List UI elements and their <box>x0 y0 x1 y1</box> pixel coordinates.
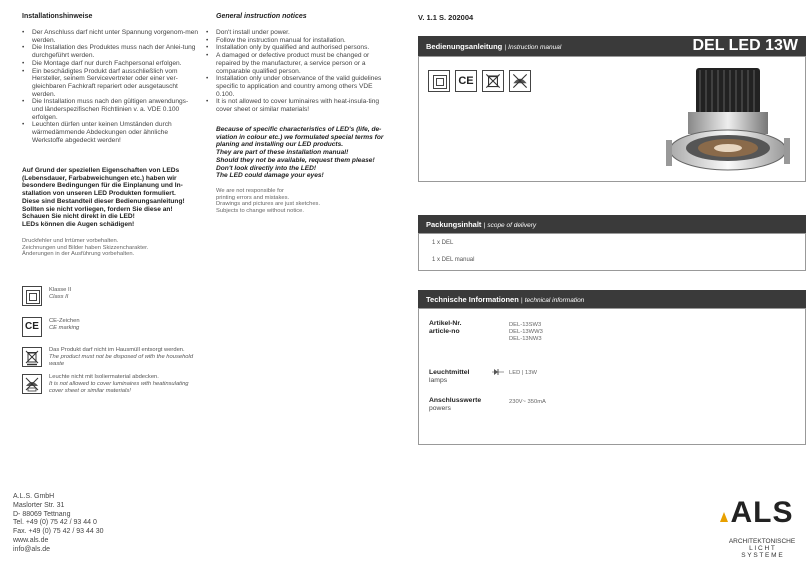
tech-bar-sep: | <box>520 297 523 304</box>
warning-line-en: viation in colour etc.) we formulated special terms for <box>216 133 384 141</box>
address-line: info@als.de <box>13 545 51 553</box>
delivery-item: 1 x DEL manual <box>432 257 475 263</box>
bullet-item-de: • Ein beschädigtes Produkt darf ausschließlich vom Hersteller, seinem Servicevertreter oder einer ver-gleichbaren Fachkraft repariert oder ausgetauscht werden. <box>22 68 200 99</box>
warning-de <box>22 167 202 229</box>
als-logo <box>722 498 802 559</box>
warning-line-de: Auf Grund der speziellen Eigenschaften von LEDs <box>22 167 180 174</box>
disclaimer-line-de: Druckfehler und Irrtümer vorbehalten. <box>22 238 119 244</box>
logo-line1: ARCHITEKTONISCHE <box>728 538 796 545</box>
delivery-item: 1 x DEL <box>432 240 454 246</box>
article-value: DEL-13NW3 <box>509 336 542 342</box>
logo-mark: ALS <box>730 496 794 529</box>
tech-bar <box>418 290 806 308</box>
ce-marking-icon: CE <box>455 70 477 92</box>
product-image <box>660 60 800 178</box>
conn-value: 230V~ 350mA <box>509 399 546 405</box>
tech-bar-de: Technische Informationen <box>426 295 519 304</box>
logo-triangle-icon <box>720 512 728 522</box>
no-insulation-cover-icon <box>22 374 42 394</box>
warning-line-de: Schauen Sie nicht direkt in die LED! <box>22 213 135 221</box>
warning-line-en: The LED could damage your eyes! <box>216 172 324 180</box>
lamp-label-de: Leuchtmittel <box>429 369 470 376</box>
symbol-text-bin: Das Produkt darf nicht im Hausmüll entsorgt werden. The product must not be disposed of with the household waste <box>49 347 194 367</box>
article-value: DEL-13SW3 <box>509 322 542 328</box>
warning-line-de: LEDs können die Augen schädigen! <box>22 220 135 228</box>
bullet-item-de: • Die Installation des Produktes muss nach der Anlei-tung durchgeführt werden. <box>22 44 200 59</box>
manual-bar-en: Instruction manual <box>508 44 562 51</box>
disclaimer-line-en: Drawings and pictures are just sketches. <box>216 201 321 208</box>
delivery-bar <box>418 215 806 233</box>
delivery-panel <box>418 233 806 271</box>
article-label-en: article-no <box>429 328 460 335</box>
heading-en: General instruction notices <box>216 13 307 20</box>
address-line: www.als.de <box>13 536 49 544</box>
bullet-item-de: • Der Anschluss darf nicht unter Spannung vorgenom-men werden. <box>22 29 200 44</box>
address-line: D- 88069 Tettnang <box>13 510 71 518</box>
bullet-item-de: • Leuchten dürfen unter keinen Umständen durch wärmedämmende Abdeckungen oder ähnliche Werkstoffe abgedeckt werden! <box>22 121 200 144</box>
bullet-item-en: • It is not allowed to cover luminaires with heat-insula-ting cover sheet or similar materials! <box>206 98 390 113</box>
bullet-item-en: • Follow the instruction manual for installation. <box>206 37 390 45</box>
crossed-bin-icon <box>482 70 504 92</box>
warning-line-en: They are part of these installation manual! <box>216 149 349 157</box>
disclaimer-line-de: Zeichnungen und Bilder haben Skizzencharakter. <box>22 244 149 251</box>
heading-de: Installationshinweise <box>22 13 93 20</box>
bullet-item-de: • Die Montage darf nur durch Fachpersonal erfolgen. <box>22 60 200 68</box>
bullet-item-en: • Installation only by qualified and authorised persons. <box>206 44 390 52</box>
crossed-bin-icon <box>22 347 42 367</box>
bullets-de-list <box>22 29 200 145</box>
manual-bar <box>418 36 806 56</box>
lamp-label-en: lamps <box>429 377 448 384</box>
address-line: Tel. +49 (0) 75 42 / 93 44 0 <box>13 519 97 527</box>
bullet-item-en: • Installation only under observance of the valid guidelines specific to application and country among others VDE 0.100. <box>206 75 390 98</box>
warning-en <box>216 126 396 180</box>
no-insulation-cover-icon <box>509 70 531 92</box>
disclaimer-de <box>22 238 202 258</box>
conn-label-en: powers <box>429 405 451 412</box>
warning-line-de: Sollten sie nicht vorliegen, fordern Sie diese an! <box>22 205 173 213</box>
bullet-item-en: • A damaged or defective product must be changed or repaired by the manufacturer, a service person or a comparable qualified person. <box>206 52 390 75</box>
address-block <box>13 493 103 555</box>
warning-line-en: Should they not be available, request them please! <box>216 156 375 164</box>
bullet-item-de: • Die Installation muss nach den gültigen anwendungs- und länderspezifischen Richtlinien v. a. VDE 0.100 erfolgen. <box>22 98 200 121</box>
led-icon <box>492 368 504 376</box>
symbol-text-insulation: Leuchte nicht mit Isoliermaterial abdecken. It is not allowed to cover luminaires with heatinsulating cover sheet or similar materials! <box>49 374 189 394</box>
warning-line-en: Don't look directly into the LED! <box>216 164 317 172</box>
warning-line-en: Because of specific characteristics of LED's (life, de- <box>216 126 382 133</box>
product-title: DEL LED 13W <box>692 37 798 54</box>
conn-label-de: Anschlusswerte <box>429 397 482 404</box>
article-value: DEL-13WW3 <box>509 329 543 335</box>
disclaimer-en <box>216 188 396 214</box>
bullet-item-en: • Don't install under power. <box>206 29 390 37</box>
tech-panel <box>418 308 806 445</box>
ce-marking-icon: CE <box>22 317 42 337</box>
logo-line3: S Y S T E M E <box>741 552 783 559</box>
delivery-bar-sep: | <box>483 222 486 229</box>
delivery-bar-en: scope of delivery <box>487 222 537 229</box>
warning-line-de: stallation von unseren LED Produkten formuliert. <box>22 190 176 198</box>
tech-bar-en: technical information <box>524 297 585 304</box>
disclaimer-line-en: printing errors and mistakes. <box>216 194 290 201</box>
disclaimer-line-en: We are not responsible for <box>216 188 284 194</box>
disclaimer-line-de: Änderungen in der Ausführung vorbehalten. <box>22 251 135 258</box>
bullets-en-list <box>206 29 390 114</box>
lamp-value: LED | 13W <box>509 370 537 376</box>
address-line: A.L.S. GmbH <box>13 493 55 500</box>
warning-line-en: planing and installing our LED products. <box>216 141 344 149</box>
address-line: Fax. +49 (0) 75 42 / 93 44 30 <box>13 528 104 536</box>
manual-bar-de: Bedienungsanleitung <box>426 42 503 51</box>
delivery-bar-de: Packungsinhalt <box>426 220 482 229</box>
logo-line2: L I C H T <box>749 545 775 552</box>
manual-bar-sep: | <box>504 44 507 51</box>
class-ii-icon <box>22 286 42 306</box>
article-label-de: Artikel-Nr. <box>429 320 462 327</box>
warning-line-de: besondere Bedingungen für die Einplanung und In- <box>22 182 183 190</box>
symbol-text-ce: CE-Zeichen CE marking <box>49 318 80 331</box>
address-line: Maslorter Str. 31 <box>13 501 65 509</box>
symbol-text-class-ii: Klasse II Class II <box>49 287 72 300</box>
version-label: V. 1.1 S. 202004 <box>418 13 474 22</box>
class-ii-icon <box>428 70 450 92</box>
warning-line-de: (Lebensdauer, Farbabweichungen etc.) haben wir <box>22 174 177 182</box>
warning-line-de: Diese sind Bestandteil dieser Bedienungsanleitung! <box>22 197 185 205</box>
disclaimer-line-en: Subjects to change without notice. <box>216 207 304 214</box>
